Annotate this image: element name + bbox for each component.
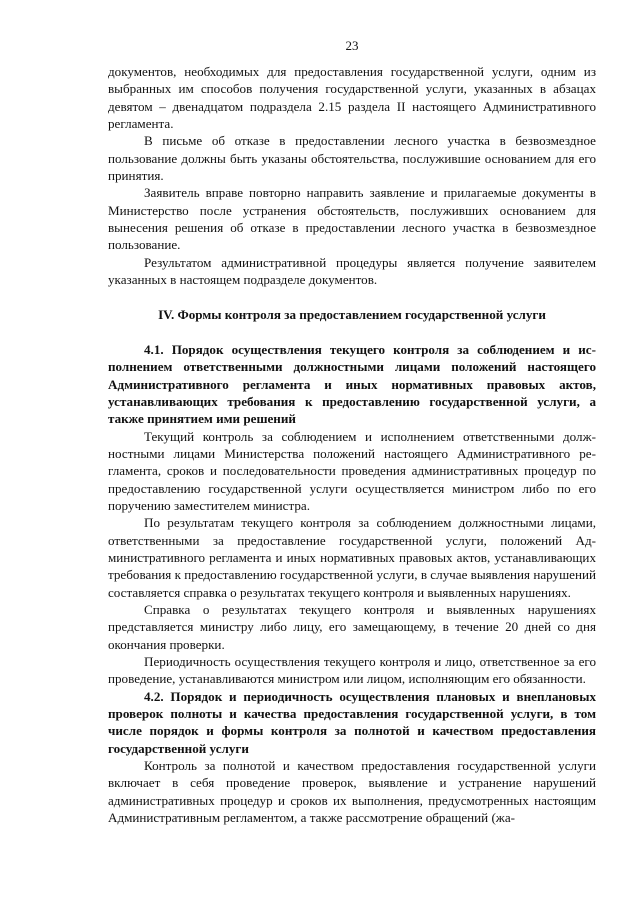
paragraph-control-periodicity: Периодичность осуществления текущего контроля и лицо, ответственное за его проведение, устанавливаются министром или лицом, исполняющим его обязанности. <box>108 654 596 687</box>
paragraph-refusal-letter: В письме об отказе в предоставлении лесного участка в безвозмездное пользование должны быть указаны обстоятельства, послужившие основанием для его принятия. <box>108 133 596 184</box>
paragraph-report-submission: Справка о результатах текущего контроля и выявленных нарушениях представляется министру либо лицу, его замещающему, в течение 20 дней со дня окончания проверки. <box>108 601 596 652</box>
page-number: 23 <box>345 38 359 53</box>
document-page <box>108 38 596 826</box>
paragraph-procedure-result: Результатом административной процедуры является получение заявителем указанных в настоящем подразделе документов. <box>108 254 596 288</box>
paragraph-continuation: документов, необходимых для предоставления государственной услуги, одним из выбранных им способов получения государственной услуги, указанных в абзацах девятом – двенадцатом подраздела 2.15 раздела II настоящего Административного регламента. <box>108 64 596 132</box>
section-heading: IV. Формы контроля за предоставлением государственной услуги <box>158 307 546 323</box>
subsection-4-1-heading: 4.1. Порядок осуществления текущего контроля за соблюдением и исполнением ответственными должностными лицами положений настоящего Административного регламента и иных нормативных правовых актов, устанавливающих требования к предоставлению государственной услуги, а также принятием ими решений <box>108 341 596 427</box>
paragraph-control-results: По результатам текущего контроля за соблюдением должностными лицами, ответственными за предоставление государственной услуги, положений Административного регламента и иных нормативных правовых актов, устанавливающих требования к предоставлению государственной услуги, в случае выявления нарушений составляется справка о результатах текущего контроля и выявленных нарушениях. <box>108 515 596 600</box>
subsection-4-2-heading: 4.2. Порядок и периодичность осуществления плановых и внеплановых проверок полноты и качества предоставления государственной услуги, в том числе порядок и формы контроля за полнотой и качеством предоставления государственной услуги <box>108 688 596 756</box>
paragraph-quality-control: Контроль за полнотой и качеством предоставления государственной услуги включает в себя проведение проверок, выявление и устранение нарушений административных процедур и сроков их выполнения, предусмотренных настоящим Административным регламентом, а также рассмотрение обращений (жа- <box>108 758 596 826</box>
paragraph-current-control: Текущий контроль за соблюдением и исполнением ответственными должностными лицами Министерства положений настоящего Административного регламента, сроков и последовательности проведения административных процедур по предоставлению государственной услуги осуществляется министром либо по его поручению заместителем министра. <box>108 428 596 513</box>
paragraph-resubmission: Заявитель вправе повторно направить заявление и прилагаемые документы в Министерство после устранения обстоятельств, послуживших основанием для вынесения решения об отказе в предоставлении лесного участка в безвозмездное пользование. <box>108 185 596 253</box>
